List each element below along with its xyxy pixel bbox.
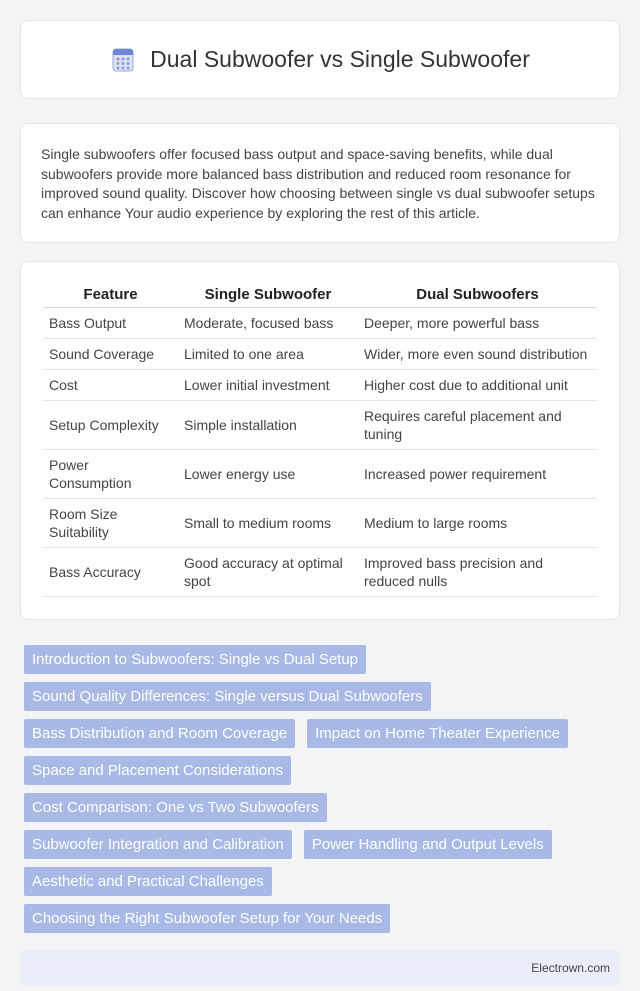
table-cell: Setup Complexity (43, 401, 178, 450)
header-card (20, 20, 620, 99)
table-row (43, 308, 597, 339)
comparison-table (43, 280, 597, 597)
tag-link[interactable]: Subwoofer Integration and Calibration (24, 830, 292, 859)
table-cell: Medium to large rooms (358, 499, 597, 548)
footer-brand[interactable]: Electrown.com (531, 961, 610, 975)
intro-card (20, 123, 620, 243)
tag-link[interactable]: Bass Distribution and Room Coverage (24, 719, 295, 748)
table-cell: Sound Coverage (43, 339, 178, 370)
column-header-single: Single Subwoofer (178, 280, 358, 308)
table-cell: Higher cost due to additional unit (358, 370, 597, 401)
tag-link[interactable]: Cost Comparison: One vs Two Subwoofers (24, 793, 327, 822)
page-title: Dual Subwoofer vs Single Subwoofer (150, 46, 530, 72)
tag-link[interactable]: Power Handling and Output Levels (304, 830, 552, 859)
table-header-row (43, 280, 597, 308)
calculator-icon (110, 47, 136, 73)
comparison-table-card (20, 261, 620, 620)
table-cell: Bass Accuracy (43, 548, 178, 597)
tag-link[interactable]: Space and Placement Considerations (24, 756, 291, 785)
table-cell: Room Size Suitability (43, 499, 178, 548)
tag-link[interactable]: Aesthetic and Practical Challenges (24, 867, 272, 896)
footer (20, 951, 620, 985)
table-row (43, 370, 597, 401)
table-cell: Simple installation (178, 401, 358, 450)
table-row (43, 450, 597, 499)
tag-link[interactable]: Sound Quality Differences: Single versus Dual Subwoofers (24, 682, 431, 711)
table-cell: Requires careful placement and tuning (358, 401, 597, 450)
tag-link[interactable]: Introduction to Subwoofers: Single vs Dual Setup (24, 645, 366, 674)
table-cell: Moderate, focused bass (178, 308, 358, 339)
tag-link[interactable]: Impact on Home Theater Experience (307, 719, 568, 748)
table-cell: Cost (43, 370, 178, 401)
table-cell: Small to medium rooms (178, 499, 358, 548)
table-cell: Wider, more even sound distribution (358, 339, 597, 370)
table-cell: Limited to one area (178, 339, 358, 370)
tag-link[interactable]: Choosing the Right Subwoofer Setup for Your Needs (24, 904, 390, 933)
table-cell: Power Consumption (43, 450, 178, 499)
topic-tags (20, 645, 620, 933)
table-cell: Good accuracy at optimal spot (178, 548, 358, 597)
table-row (43, 401, 597, 450)
table-row (43, 499, 597, 548)
table-row (43, 339, 597, 370)
intro-text: Single subwoofers offer focused bass output and space-saving benefits, while dual subwoofers provide more balanced bass distribution and reduced room resonance for improved sound quality. Discover how choosing between single vs dual subwoofer setups can enhance Your audio experience by exploring the rest of this article. (41, 146, 595, 221)
column-header-dual: Dual Subwoofers (358, 280, 597, 308)
column-header-feature: Feature (43, 280, 178, 308)
table-row (43, 548, 597, 597)
table-cell: Increased power requirement (358, 450, 597, 499)
table-cell: Lower initial investment (178, 370, 358, 401)
table-cell: Improved bass precision and reduced nulls (358, 548, 597, 597)
table-cell: Deeper, more powerful bass (358, 308, 597, 339)
table-cell: Bass Output (43, 308, 178, 339)
table-cell: Lower energy use (178, 450, 358, 499)
